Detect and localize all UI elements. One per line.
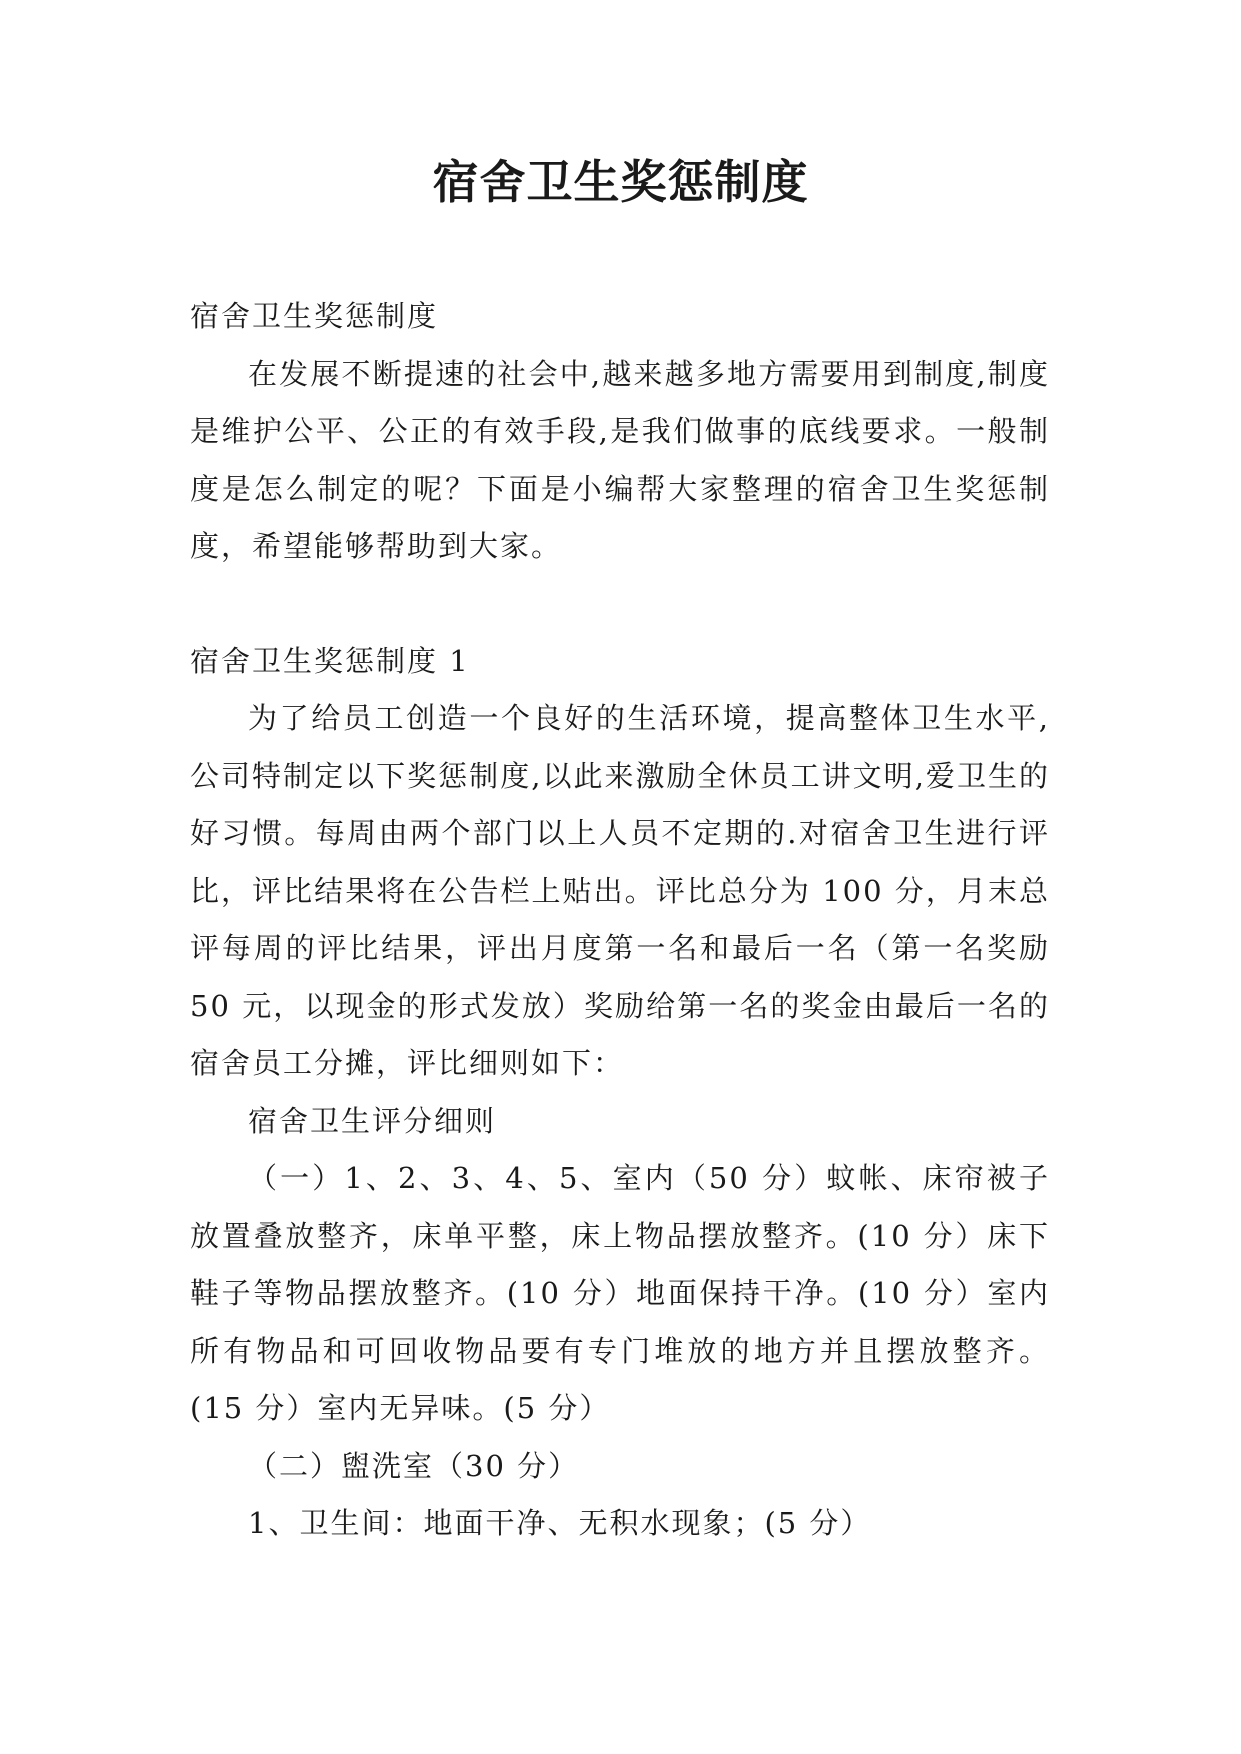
subheading-scoring-rules: 宿舍卫生评分细则 [248, 1103, 497, 1138]
section-heading-1: 宿舍卫生奖惩制度 1 [190, 643, 470, 678]
body-paragraph: 为了给员工创造一个良好的生活环境，提高整体卫生水平,公司特制定以下奖惩制度,以此来激励全休员工讲文明,爱卫生的好习惯。每周由两个部门以上人员不定期的.对宿舍卫生进行评比，评比结果将在公告栏上贴出。评比总分为 100 分，月末总评每周的评比结果，评出月度第一名和最后一名（第一名奖励 50 元，以现金的形式发放）奖励给第一名的奖金由最后一名的宿舍员工分摊，评比细则如下： [190, 701, 1050, 1080]
scoring-item-washroom: （二）盥洗室（30 分） [248, 1448, 580, 1483]
paragraph-gap [190, 576, 1050, 633]
intro-paragraph: 在发展不断提速的社会中,越来越多地方需要用到制度,制度是维护公平、公正的有效手段,是我们做事的底线要求。一般制度是怎么制定的呢？下面是小编帮大家整理的宿舍卫生奖惩制度，希望能够帮助到大家。 [190, 356, 1050, 563]
scoring-item-room: （一）1、2、3、4、5、室内（50 分）蚊帐、床帘被子放置叠放整齐，床单平整，床上物品摆放整齐。(10 分）床下鞋子等物品摆放整齐。(10 分）地面保持干净。(10 分）室内所有物品和可回收物品要有专门堆放的地方并且摆放整齐。(15 分）室内无异味。(5 分） [190, 1161, 1050, 1425]
scoring-item-toilet: 1、卫生间：地面干净、无积水现象；(5 分） [248, 1506, 872, 1540]
section-heading: 宿舍卫生奖惩制度 [190, 299, 439, 333]
document-title: 宿舍卫生奖惩制度 [432, 155, 809, 209]
document-body [190, 288, 1050, 1553]
